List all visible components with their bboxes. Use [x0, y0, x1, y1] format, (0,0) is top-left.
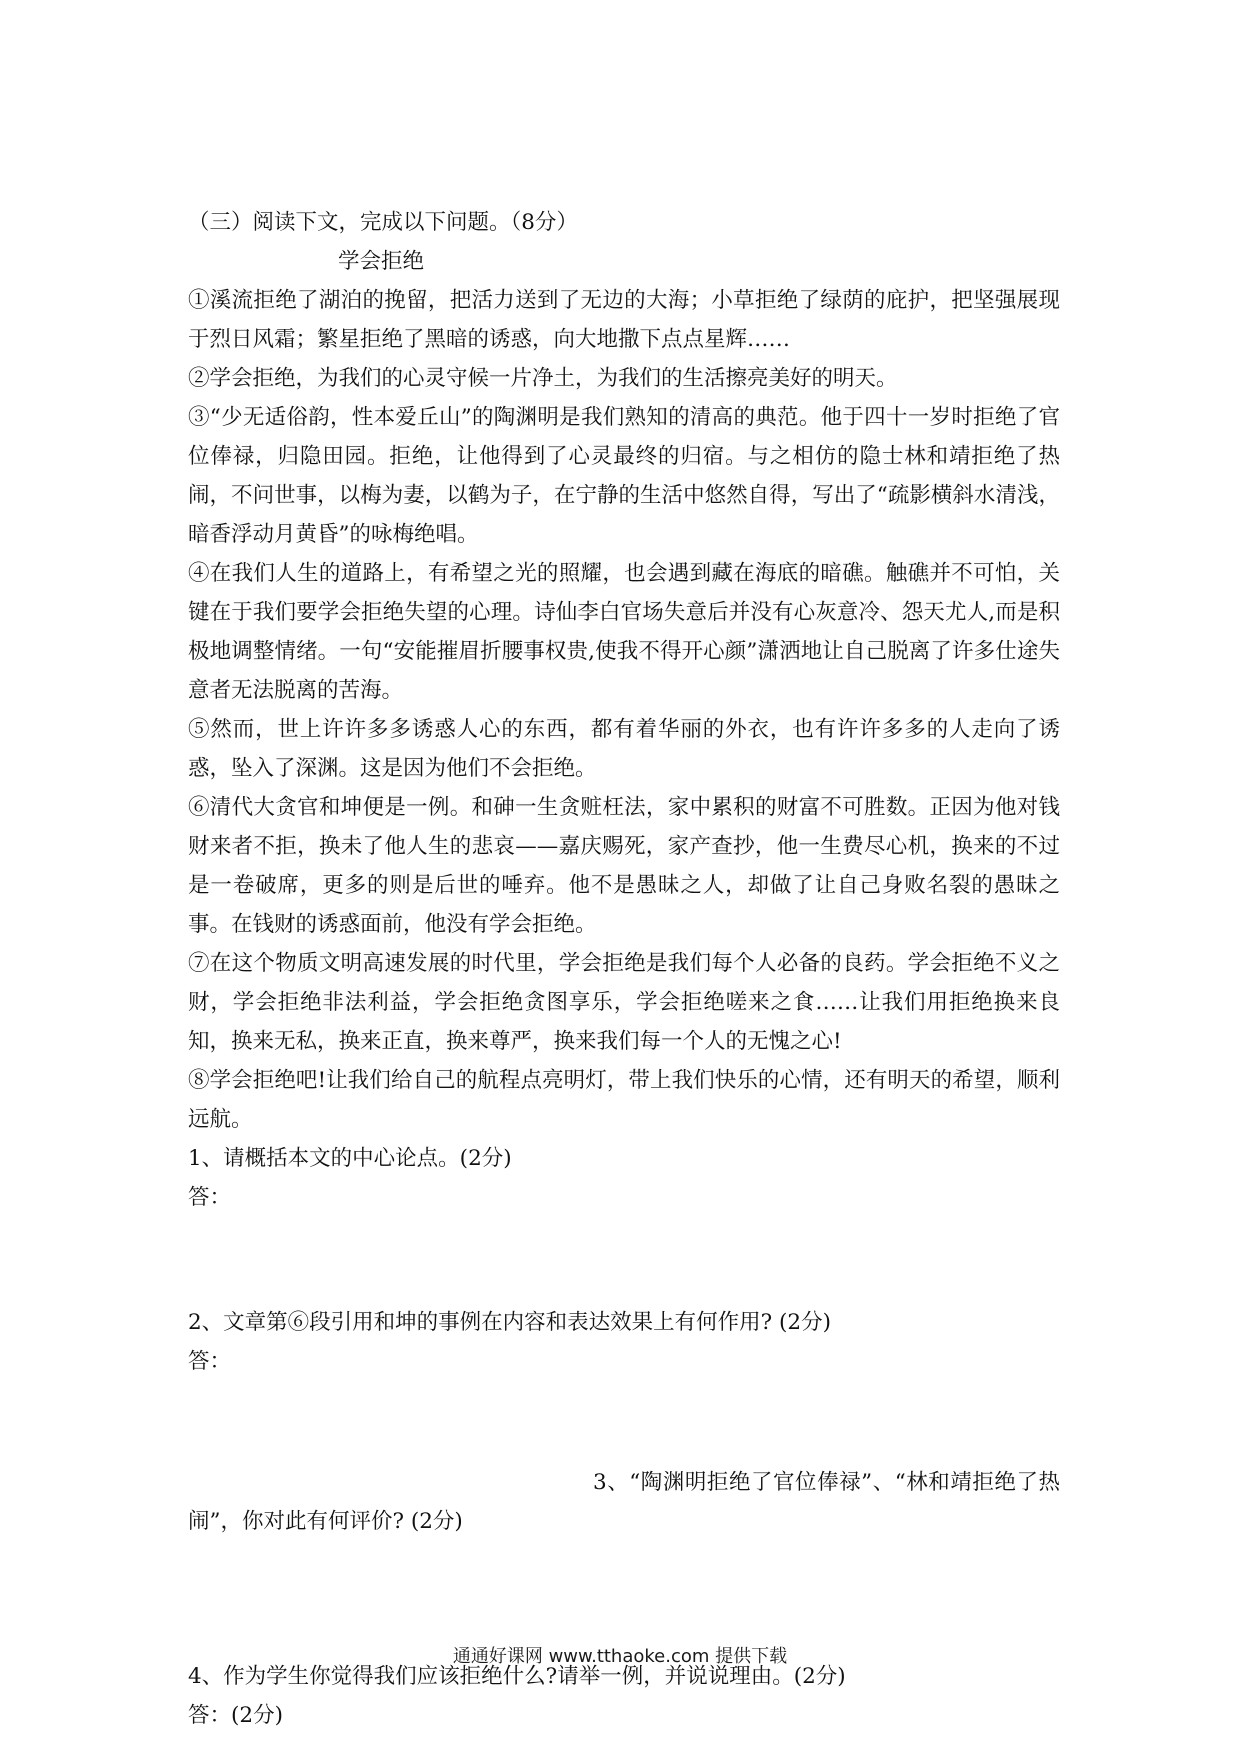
- answer-space-2[interactable]: [188, 1381, 1060, 1463]
- answer-space-1[interactable]: [188, 1217, 1060, 1303]
- paragraph-6: ⑥清代大贪官和坤便是一例。和砷一生贪赃枉法，家中累积的财富不可胜数。正因为他对钱财来者不拒，换未了他人生的悲哀——嘉庆赐死，家产查抄，他一生费尽心机，换来的不过是一卷破席，更多的则是后世的唾弃。他不是愚昧之人，却做了让自己身败名裂的愚昧之事。在钱财的诱惑面前，他没有学会拒绝。: [188, 795, 1060, 937]
- paragraph-2: ②学会拒绝，为我们的心灵守候一片净土，为我们的生活擦亮美好的明天。: [188, 366, 898, 391]
- footer-credit: 通通好课网 www.tthaoke.com 提供下载: [452, 1646, 788, 1667]
- paragraph-5: ⑤然而，世上许许多多诱惑人心的东西，都有着华丽的外衣，也有许许多多的人走向了诱惑，坠入了深渊。这是因为他们不会拒绝。: [188, 717, 1060, 781]
- answer-space-3[interactable]: [188, 1541, 1060, 1657]
- answer-label-4: 答：(2分): [188, 1703, 283, 1728]
- answer-label-1: 答：: [188, 1185, 232, 1210]
- paragraph-3: ③“少无适俗韵，性本爱丘山”的陶渊明是我们熟知的清高的典范。他于四十一岁时拒绝了官位俸禄，归隐田园。拒绝，让他得到了心灵最终的归宿。与之相仿的隐士林和靖拒绝了热闹，不问世事，以梅为妻，以鹤为子，在宁静的生活中悠然自得，写出了“疏影横斜水清浅，暗香浮动月黄昏”的咏梅绝唱。: [188, 405, 1060, 547]
- paragraph-4: ④在我们人生的道路上，有希望之光的照耀，也会遇到藏在海底的暗礁。触礁并不可怕，关键在于我们要学会拒绝失望的心理。诗仙李白官场失意后并没有心灰意冷、怨天尤人,而是积极地调整情绪。一句“安能摧眉折腰事权贵,使我不得开心颜”潇洒地让自己脱离了许多仕途失意者无法脱离的苦海。: [188, 561, 1060, 703]
- question-4: 4、作为学生你觉得我们应该拒绝什么?请举一例，并说说理由。(2分): [188, 1664, 846, 1689]
- question-2: 2、文章第⑥段引用和坤的事例在内容和表达效果上有何作用? (2分): [188, 1310, 831, 1335]
- article-title: 学会拒绝: [338, 249, 425, 274]
- question-3: 3、“陶渊明拒绝了官位俸禄”、“林和靖拒绝了热闹”，你对此有何评价? (2分): [188, 1470, 1060, 1534]
- paragraph-8: ⑧学会拒绝吧!让我们给自己的航程点亮明灯，带上我们快乐的心情，还有明天的希望，顺利远航。: [188, 1068, 1060, 1132]
- content-area: [188, 203, 1060, 1735]
- answer-label-2: 答：: [188, 1349, 232, 1374]
- question-1: 1、请概括本文的中心论点。(2分): [188, 1146, 512, 1171]
- paragraph-1: ①溪流拒绝了湖泊的挽留，把活力送到了无边的大海；小草拒绝了绿荫的庇护，把坚强展现于烈日风霜；繁星拒绝了黑暗的诱惑，向大地撒下点点星辉……: [188, 288, 1060, 352]
- section-heading: （三）阅读下文，完成以下问题。（8分）: [188, 210, 578, 235]
- paragraph-7: ⑦在这个物质文明高速发展的时代里，学会拒绝是我们每个人必备的良药。学会拒绝不义之财，学会拒绝非法利益，学会拒绝贪图享乐，学会拒绝嗟来之食……让我们用拒绝换来良知，换来无私，换来正直，换来尊严，换来我们每一个人的无愧之心!: [188, 951, 1060, 1054]
